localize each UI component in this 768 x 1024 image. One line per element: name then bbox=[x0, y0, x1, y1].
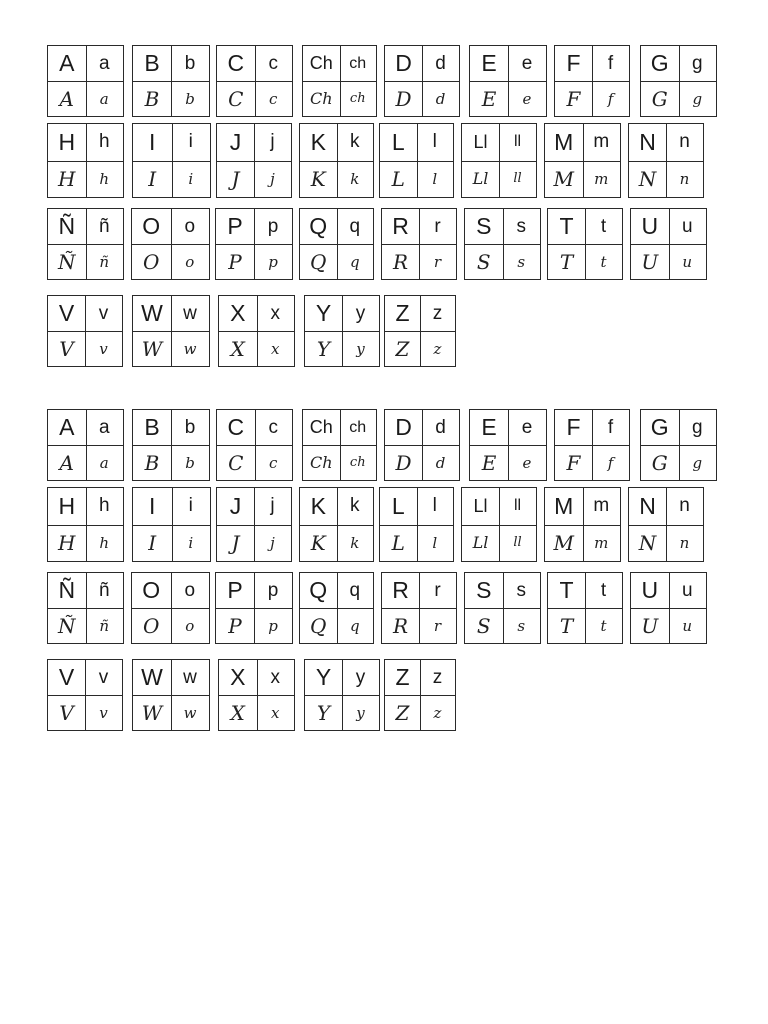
letter-card-j bbox=[216, 123, 292, 198]
cursive-lowercase-letter: w bbox=[183, 339, 197, 358]
cursive-uppercase-letter: F bbox=[566, 450, 581, 475]
cursive-lowercase-letter: s bbox=[517, 252, 526, 271]
cursive-lowercase-letter: d bbox=[435, 89, 446, 108]
print-uppercase-letter: X bbox=[230, 300, 246, 326]
cursive-lowercase-letter: ll bbox=[513, 171, 522, 187]
print-uppercase-letter: V bbox=[58, 300, 75, 326]
cursive-lowercase-letter: v bbox=[99, 339, 108, 358]
letter-card-w bbox=[132, 659, 210, 731]
print-lowercase-letter: y bbox=[355, 666, 366, 688]
print-uppercase-letter: U bbox=[641, 577, 659, 603]
print-uppercase-letter: N bbox=[639, 492, 656, 519]
cursive-uppercase-letter: R bbox=[392, 613, 409, 638]
print-uppercase-letter: Ñ bbox=[58, 213, 76, 239]
cursive-lowercase-letter: o bbox=[185, 616, 195, 635]
cursive-uppercase-letter: D bbox=[395, 86, 412, 111]
print-lowercase-letter: t bbox=[600, 215, 607, 237]
cursive-uppercase-letter: Ch bbox=[309, 89, 333, 108]
print-lowercase-letter: o bbox=[184, 215, 196, 237]
print-lowercase-letter: g bbox=[691, 416, 703, 438]
cursive-lowercase-letter: l bbox=[432, 533, 438, 552]
cursive-lowercase-letter: n bbox=[679, 533, 690, 552]
print-uppercase-letter: S bbox=[476, 577, 492, 603]
letter-card-l bbox=[379, 487, 454, 562]
print-lowercase-letter: e bbox=[521, 52, 533, 74]
cursive-lowercase-letter: ñ bbox=[99, 252, 110, 271]
letter-card-n bbox=[628, 123, 704, 198]
print-uppercase-letter: V bbox=[58, 664, 75, 690]
letter-card-x bbox=[218, 659, 295, 731]
letter-card-ch bbox=[302, 409, 377, 481]
cursive-lowercase-letter: y bbox=[356, 703, 365, 722]
print-uppercase-letter: A bbox=[59, 50, 75, 76]
print-lowercase-letter: q bbox=[349, 579, 361, 601]
letter-card-c bbox=[216, 45, 293, 117]
cursive-lowercase-letter: l bbox=[432, 169, 438, 188]
letter-card-v bbox=[47, 659, 123, 731]
print-uppercase-letter: O bbox=[142, 577, 161, 603]
cursive-uppercase-letter: I bbox=[148, 166, 157, 191]
letter-card-h bbox=[47, 123, 124, 198]
print-uppercase-letter: C bbox=[227, 414, 245, 440]
letter-card-w bbox=[132, 295, 210, 367]
cursive-uppercase-letter: S bbox=[476, 613, 491, 638]
cursive-uppercase-letter: P bbox=[228, 613, 242, 638]
print-lowercase-letter: q bbox=[349, 215, 361, 237]
print-lowercase-letter: a bbox=[98, 416, 110, 438]
print-uppercase-letter: Ll bbox=[473, 495, 488, 516]
print-lowercase-letter: b bbox=[184, 416, 196, 438]
cursive-lowercase-letter: u bbox=[682, 252, 693, 271]
cursive-lowercase-letter: o bbox=[185, 252, 195, 271]
cursive-lowercase-letter: a bbox=[99, 453, 109, 472]
letter-card-i bbox=[132, 123, 211, 198]
cursive-lowercase-letter: i bbox=[188, 169, 194, 188]
print-lowercase-letter: w bbox=[183, 302, 197, 324]
print-uppercase-letter: A bbox=[59, 414, 75, 440]
print-lowercase-letter: c bbox=[268, 416, 278, 438]
print-lowercase-letter: r bbox=[434, 579, 441, 601]
letter-card-z bbox=[384, 295, 456, 367]
letter-card-j bbox=[216, 487, 292, 562]
letter-card-t bbox=[547, 572, 623, 644]
letter-card-b bbox=[132, 409, 210, 481]
print-uppercase-letter: H bbox=[58, 492, 76, 519]
cursive-lowercase-letter: ll bbox=[513, 535, 522, 551]
cursive-uppercase-letter: H bbox=[58, 166, 76, 191]
letter-card-u bbox=[630, 572, 707, 644]
cursive-uppercase-letter: U bbox=[641, 613, 659, 638]
print-uppercase-letter: M bbox=[554, 128, 574, 155]
print-lowercase-letter: m bbox=[593, 495, 610, 517]
letter-card-q bbox=[299, 208, 374, 280]
print-uppercase-letter: W bbox=[141, 664, 163, 690]
letter-card-ll bbox=[461, 123, 537, 198]
alphabet-sheet-top bbox=[0, 45, 768, 385]
print-lowercase-letter: ll bbox=[513, 133, 522, 151]
letter-card-o bbox=[131, 572, 210, 644]
cursive-uppercase-letter: M bbox=[553, 166, 574, 191]
cursive-lowercase-letter: f bbox=[607, 453, 614, 472]
print-lowercase-letter: l bbox=[432, 495, 437, 517]
print-lowercase-letter: i bbox=[188, 495, 193, 517]
print-lowercase-letter: t bbox=[600, 579, 607, 601]
cursive-uppercase-letter: C bbox=[228, 450, 244, 475]
cursive-uppercase-letter: P bbox=[228, 249, 242, 274]
cursive-uppercase-letter: X bbox=[230, 336, 245, 361]
letter-card-s bbox=[464, 208, 541, 280]
cursive-uppercase-letter: H bbox=[58, 530, 76, 555]
print-uppercase-letter: F bbox=[566, 50, 581, 76]
cursive-uppercase-letter: A bbox=[59, 450, 74, 475]
letter-card-p bbox=[215, 208, 293, 280]
print-uppercase-letter: D bbox=[395, 50, 412, 76]
cursive-uppercase-letter: V bbox=[59, 336, 74, 361]
letter-card-n bbox=[628, 487, 704, 562]
cursive-uppercase-letter: Z bbox=[395, 700, 410, 725]
print-uppercase-letter: Ll bbox=[473, 131, 488, 152]
print-uppercase-letter: O bbox=[142, 213, 161, 239]
print-lowercase-letter: i bbox=[188, 131, 193, 153]
cursive-lowercase-letter: p bbox=[268, 616, 278, 635]
cursive-uppercase-letter: X bbox=[230, 700, 245, 725]
print-uppercase-letter: D bbox=[395, 414, 412, 440]
print-uppercase-letter: Ch bbox=[309, 53, 333, 73]
print-uppercase-letter: J bbox=[229, 492, 242, 519]
print-lowercase-letter: ñ bbox=[98, 215, 110, 237]
print-uppercase-letter: I bbox=[149, 128, 156, 155]
print-uppercase-letter: M bbox=[554, 492, 574, 519]
cursive-uppercase-letter: Ch bbox=[309, 453, 333, 472]
print-lowercase-letter: h bbox=[98, 495, 110, 517]
letter-card-ch bbox=[302, 45, 377, 117]
letter-card-f bbox=[554, 45, 630, 117]
letter-card-enye bbox=[47, 572, 124, 644]
cursive-lowercase-letter: m bbox=[594, 533, 609, 552]
cursive-uppercase-letter: E bbox=[481, 86, 497, 111]
print-uppercase-letter: Ñ bbox=[58, 577, 76, 603]
cursive-uppercase-letter: M bbox=[553, 530, 574, 555]
cursive-lowercase-letter: c bbox=[269, 89, 278, 108]
cursive-lowercase-letter: f bbox=[607, 89, 614, 108]
print-lowercase-letter: v bbox=[98, 302, 109, 324]
print-lowercase-letter: v bbox=[98, 666, 109, 688]
cursive-lowercase-letter: p bbox=[268, 252, 278, 271]
cursive-uppercase-letter: B bbox=[144, 450, 160, 475]
cursive-lowercase-letter: s bbox=[517, 616, 526, 635]
letter-card-r bbox=[381, 572, 457, 644]
cursive-lowercase-letter: n bbox=[679, 169, 690, 188]
cursive-lowercase-letter: z bbox=[433, 703, 442, 722]
letter-card-k bbox=[299, 123, 374, 198]
letter-card-t bbox=[547, 208, 623, 280]
cursive-uppercase-letter: N bbox=[638, 530, 657, 555]
print-uppercase-letter: Y bbox=[315, 300, 332, 326]
letter-card-h bbox=[47, 487, 124, 562]
print-lowercase-letter: p bbox=[267, 215, 279, 237]
letter-card-x bbox=[218, 295, 295, 367]
cursive-uppercase-letter: V bbox=[59, 700, 74, 725]
print-uppercase-letter: B bbox=[144, 414, 160, 440]
letter-card-q bbox=[299, 572, 374, 644]
cursive-uppercase-letter: Ñ bbox=[58, 613, 76, 638]
print-lowercase-letter: s bbox=[516, 215, 526, 237]
print-uppercase-letter: E bbox=[481, 414, 497, 440]
print-uppercase-letter: R bbox=[392, 577, 409, 603]
print-uppercase-letter: T bbox=[559, 213, 574, 239]
cursive-uppercase-letter: K bbox=[310, 166, 326, 191]
cursive-uppercase-letter: Ñ bbox=[58, 249, 76, 274]
letter-card-d bbox=[384, 45, 460, 117]
print-lowercase-letter: h bbox=[98, 131, 110, 153]
print-uppercase-letter: Ch bbox=[309, 417, 333, 437]
print-lowercase-letter: z bbox=[432, 302, 443, 324]
print-lowercase-letter: n bbox=[679, 495, 690, 517]
print-uppercase-letter: K bbox=[310, 492, 326, 519]
cursive-uppercase-letter: W bbox=[141, 336, 163, 361]
cursive-lowercase-letter: u bbox=[682, 616, 693, 635]
print-uppercase-letter: I bbox=[149, 492, 156, 519]
letter-card-o bbox=[131, 208, 210, 280]
cursive-uppercase-letter: Z bbox=[395, 336, 410, 361]
cursive-uppercase-letter: Q bbox=[310, 249, 327, 274]
letter-card-k bbox=[299, 487, 374, 562]
print-lowercase-letter: g bbox=[691, 52, 703, 74]
print-uppercase-letter: G bbox=[650, 414, 669, 440]
print-lowercase-letter: b bbox=[184, 52, 196, 74]
letter-card-enye bbox=[47, 208, 124, 280]
cursive-uppercase-letter: L bbox=[391, 530, 405, 555]
letter-card-y bbox=[304, 659, 380, 731]
cursive-uppercase-letter: G bbox=[651, 450, 668, 475]
cursive-lowercase-letter: m bbox=[594, 169, 609, 188]
cursive-uppercase-letter: T bbox=[559, 249, 574, 274]
cursive-lowercase-letter: w bbox=[183, 703, 197, 722]
cursive-lowercase-letter: r bbox=[433, 616, 442, 635]
cursive-uppercase-letter: R bbox=[392, 249, 409, 274]
print-uppercase-letter: U bbox=[641, 213, 659, 239]
print-lowercase-letter: f bbox=[607, 52, 614, 74]
cursive-uppercase-letter: G bbox=[651, 86, 668, 111]
cursive-lowercase-letter: i bbox=[188, 533, 194, 552]
print-lowercase-letter: x bbox=[270, 666, 280, 688]
cursive-uppercase-letter: J bbox=[231, 530, 240, 555]
cursive-uppercase-letter: L bbox=[391, 166, 405, 191]
letter-card-p bbox=[215, 572, 293, 644]
cursive-uppercase-letter: Y bbox=[316, 700, 331, 725]
print-uppercase-letter: E bbox=[481, 50, 497, 76]
cursive-lowercase-letter: h bbox=[99, 533, 110, 552]
letter-card-z bbox=[384, 659, 456, 731]
print-uppercase-letter: P bbox=[227, 577, 243, 603]
letter-card-a bbox=[47, 45, 124, 117]
cursive-lowercase-letter: b bbox=[185, 89, 195, 108]
cursive-lowercase-letter: ch bbox=[349, 455, 366, 470]
print-lowercase-letter: l bbox=[432, 131, 437, 153]
cursive-uppercase-letter: F bbox=[566, 86, 581, 111]
print-lowercase-letter: ch bbox=[349, 418, 367, 436]
print-lowercase-letter: p bbox=[267, 579, 279, 601]
cursive-uppercase-letter: O bbox=[143, 249, 160, 274]
cursive-lowercase-letter: g bbox=[692, 453, 703, 472]
letter-card-s bbox=[464, 572, 541, 644]
cursive-uppercase-letter: C bbox=[228, 86, 244, 111]
letter-card-u bbox=[630, 208, 707, 280]
cursive-lowercase-letter: e bbox=[522, 89, 532, 108]
print-uppercase-letter: R bbox=[392, 213, 409, 239]
cursive-uppercase-letter: T bbox=[559, 613, 574, 638]
cursive-lowercase-letter: r bbox=[433, 252, 442, 271]
cursive-lowercase-letter: x bbox=[271, 339, 280, 358]
print-uppercase-letter: Q bbox=[309, 577, 328, 603]
letter-card-i bbox=[132, 487, 211, 562]
print-uppercase-letter: X bbox=[230, 664, 246, 690]
print-lowercase-letter: z bbox=[432, 666, 443, 688]
print-lowercase-letter: n bbox=[679, 131, 690, 153]
cursive-lowercase-letter: v bbox=[99, 703, 108, 722]
print-lowercase-letter: j bbox=[270, 131, 275, 153]
cursive-lowercase-letter: d bbox=[435, 453, 446, 472]
print-lowercase-letter: ch bbox=[349, 54, 367, 72]
print-lowercase-letter: j bbox=[270, 495, 275, 517]
print-uppercase-letter: H bbox=[58, 128, 76, 155]
print-lowercase-letter: o bbox=[184, 579, 196, 601]
cursive-lowercase-letter: e bbox=[522, 453, 532, 472]
print-uppercase-letter: Z bbox=[395, 664, 410, 690]
letter-card-ll bbox=[461, 487, 537, 562]
print-lowercase-letter: f bbox=[607, 416, 614, 438]
print-lowercase-letter: y bbox=[355, 302, 366, 324]
cursive-uppercase-letter: I bbox=[148, 530, 157, 555]
print-uppercase-letter: Z bbox=[395, 300, 410, 326]
print-uppercase-letter: L bbox=[391, 128, 405, 155]
print-lowercase-letter: ll bbox=[513, 497, 522, 515]
letter-card-r bbox=[381, 208, 457, 280]
print-uppercase-letter: B bbox=[144, 50, 160, 76]
print-uppercase-letter: F bbox=[566, 414, 581, 440]
print-lowercase-letter: u bbox=[681, 215, 693, 237]
cursive-lowercase-letter: j bbox=[270, 533, 275, 552]
print-uppercase-letter: S bbox=[476, 213, 492, 239]
print-uppercase-letter: K bbox=[310, 128, 326, 155]
cursive-lowercase-letter: q bbox=[349, 616, 360, 635]
cursive-lowercase-letter: q bbox=[349, 252, 360, 271]
print-lowercase-letter: u bbox=[681, 579, 693, 601]
letter-card-f bbox=[554, 409, 630, 481]
cursive-uppercase-letter: O bbox=[143, 613, 160, 638]
letter-card-c bbox=[216, 409, 293, 481]
cursive-uppercase-letter: W bbox=[141, 700, 163, 725]
print-lowercase-letter: c bbox=[268, 52, 278, 74]
print-uppercase-letter: J bbox=[229, 128, 242, 155]
print-lowercase-letter: s bbox=[516, 579, 526, 601]
print-lowercase-letter: k bbox=[350, 131, 360, 153]
print-uppercase-letter: G bbox=[650, 50, 669, 76]
cursive-lowercase-letter: j bbox=[270, 169, 275, 188]
cursive-uppercase-letter: U bbox=[641, 249, 659, 274]
print-uppercase-letter: P bbox=[227, 213, 243, 239]
cursive-lowercase-letter: t bbox=[600, 616, 607, 635]
print-lowercase-letter: a bbox=[98, 52, 110, 74]
cursive-uppercase-letter: Y bbox=[316, 336, 331, 361]
cursive-lowercase-letter: ñ bbox=[99, 616, 110, 635]
cursive-uppercase-letter: K bbox=[310, 530, 326, 555]
cursive-uppercase-letter: J bbox=[231, 166, 240, 191]
cursive-uppercase-letter: Ll bbox=[472, 533, 489, 553]
print-lowercase-letter: w bbox=[183, 666, 197, 688]
print-lowercase-letter: e bbox=[521, 416, 533, 438]
print-uppercase-letter: W bbox=[141, 300, 163, 326]
cursive-uppercase-letter: E bbox=[481, 450, 497, 475]
print-lowercase-letter: d bbox=[435, 52, 446, 74]
print-lowercase-letter: ñ bbox=[98, 579, 110, 601]
cursive-uppercase-letter: Ll bbox=[472, 169, 489, 189]
cursive-uppercase-letter: B bbox=[144, 86, 160, 111]
print-uppercase-letter: C bbox=[227, 50, 245, 76]
print-uppercase-letter: Q bbox=[309, 213, 328, 239]
cursive-lowercase-letter: ch bbox=[349, 91, 366, 106]
print-lowercase-letter: x bbox=[270, 302, 280, 324]
letter-card-m bbox=[544, 123, 621, 198]
print-lowercase-letter: m bbox=[593, 131, 610, 153]
letter-card-e bbox=[469, 45, 547, 117]
letter-card-g bbox=[640, 45, 717, 117]
cursive-uppercase-letter: S bbox=[476, 249, 491, 274]
cursive-lowercase-letter: k bbox=[350, 169, 360, 188]
letter-card-b bbox=[132, 45, 210, 117]
cursive-lowercase-letter: h bbox=[99, 169, 110, 188]
cursive-uppercase-letter: N bbox=[638, 166, 657, 191]
cursive-uppercase-letter: D bbox=[395, 450, 412, 475]
letter-card-a bbox=[47, 409, 124, 481]
cursive-lowercase-letter: z bbox=[433, 339, 442, 358]
print-uppercase-letter: L bbox=[391, 492, 405, 519]
cursive-lowercase-letter: x bbox=[271, 703, 280, 722]
cursive-lowercase-letter: c bbox=[269, 453, 278, 472]
letter-card-l bbox=[379, 123, 454, 198]
cursive-lowercase-letter: b bbox=[185, 453, 195, 472]
alphabet-sheet-bottom bbox=[0, 409, 768, 749]
print-uppercase-letter: Y bbox=[315, 664, 332, 690]
print-uppercase-letter: N bbox=[639, 128, 656, 155]
cursive-uppercase-letter: A bbox=[59, 86, 74, 111]
cursive-lowercase-letter: a bbox=[99, 89, 109, 108]
print-lowercase-letter: d bbox=[435, 416, 446, 438]
letter-card-g bbox=[640, 409, 717, 481]
cursive-lowercase-letter: g bbox=[692, 89, 703, 108]
print-uppercase-letter: T bbox=[559, 577, 574, 603]
print-lowercase-letter: k bbox=[350, 495, 360, 517]
cursive-lowercase-letter: t bbox=[600, 252, 607, 271]
cursive-uppercase-letter: Q bbox=[310, 613, 327, 638]
letter-card-m bbox=[544, 487, 621, 562]
letter-card-v bbox=[47, 295, 123, 367]
letter-card-e bbox=[469, 409, 547, 481]
cursive-lowercase-letter: k bbox=[350, 533, 360, 552]
print-lowercase-letter: r bbox=[434, 215, 441, 237]
letter-card-d bbox=[384, 409, 460, 481]
letter-card-y bbox=[304, 295, 380, 367]
cursive-lowercase-letter: y bbox=[356, 339, 365, 358]
